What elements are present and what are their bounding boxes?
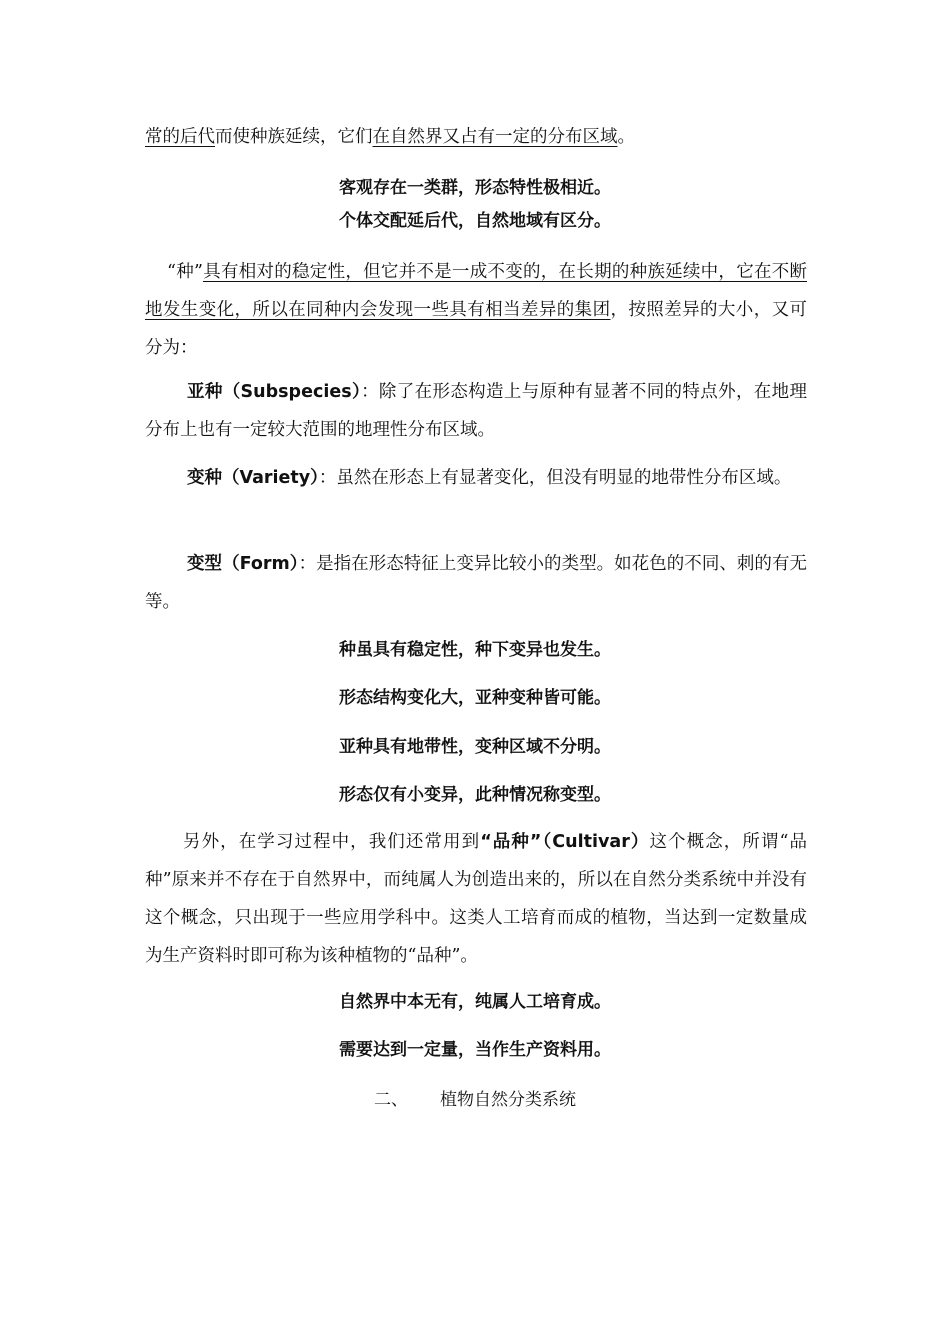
paragraph-form bbox=[145, 545, 807, 621]
summary-line: 需要达到一定量，当作生产资料用。 bbox=[339, 1040, 611, 1060]
definition-text: ：虽然在形态上有显著变化，但没有明显的地带性分布区域。 bbox=[318, 468, 792, 488]
text-run: 而使种族延续，它们 bbox=[215, 127, 373, 147]
paragraph-species-stability bbox=[145, 253, 807, 367]
term-cultivar: “品种”（Cultivar） bbox=[480, 832, 650, 852]
summary-line: 亚种具有地带性，变种区域不分明。 bbox=[339, 737, 611, 757]
text-run: 。 bbox=[617, 127, 635, 147]
summary-line: 客观存在一类群，形态特性极相近。 bbox=[339, 178, 611, 198]
term-subspecies: 亚种（Subspecies） bbox=[187, 382, 362, 402]
paragraph-species-continuation bbox=[145, 118, 807, 156]
paragraph-variety bbox=[145, 459, 807, 497]
summary-line: 形态仅有小变异，此种情况称变型。 bbox=[339, 785, 611, 805]
underlined-phrase: 常的后代 bbox=[145, 127, 215, 147]
paragraph-subspecies bbox=[145, 373, 807, 449]
term-variety: 变种（Variety） bbox=[187, 468, 319, 488]
text-run: 这个概念，所谓“品种”原来并不存在于自然界中，而纯属人为创造出来的，所以在自然分类系统中并没有这个概念，只出现于一些应用学科中。这类人工培育而成的植物，当达到一定数量成为生产资料时即可称为该种植物的“品种”。 bbox=[145, 832, 808, 966]
section-heading bbox=[0, 1088, 950, 1112]
underlined-phrase: 具有相对的稳定性，但它并不是一成不变的，在长期的种族延续中，它在不断地发生变化，所以在同种内会发现一些具有相当差异的集团 bbox=[145, 262, 807, 320]
underlined-phrase: 在自然界又占有一定的分布区域 bbox=[372, 127, 618, 147]
text-run: 另外，在学习过程中，我们还常用到 bbox=[183, 832, 481, 852]
definition-text: ：是指在形态特征上变异比较小的类型。如花色的不同、刺的有无等。 bbox=[145, 554, 808, 612]
summary-line: 自然界中本无有，纯属人工培育成。 bbox=[339, 992, 611, 1012]
summary-line: 个体交配延后代，自然地域有区分。 bbox=[339, 211, 611, 231]
text-run: “种” bbox=[167, 262, 203, 282]
section-number: 二、 bbox=[374, 1090, 408, 1110]
summary-line: 形态结构变化大，亚种变种皆可能。 bbox=[339, 688, 611, 708]
term-form: 变型（Form） bbox=[187, 554, 299, 574]
definition-text: ：除了在形态构造上与原种有显著不同的特点外，在地理分布上也有一定较大范围的地理性分布区域。 bbox=[145, 382, 808, 440]
text-run: ，按照差异的大小，又可分为： bbox=[145, 300, 808, 358]
summary-line: 种虽具有稳定性，种下变异也发生。 bbox=[339, 640, 611, 660]
paragraph-cultivar bbox=[145, 823, 807, 975]
section-title: 植物自然分类系统 bbox=[440, 1090, 576, 1110]
